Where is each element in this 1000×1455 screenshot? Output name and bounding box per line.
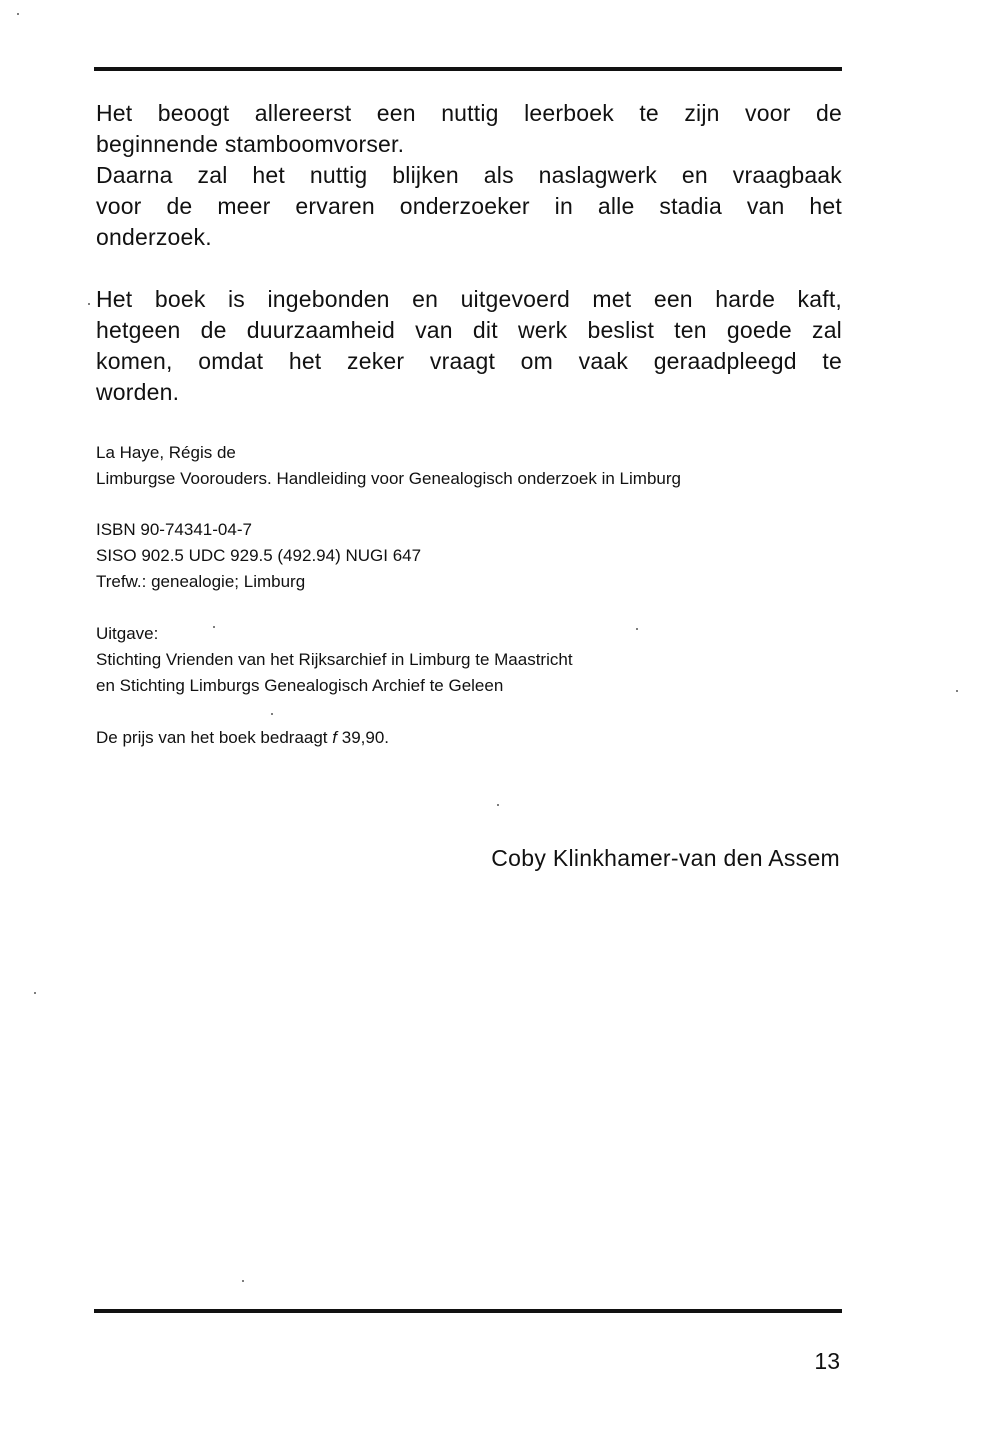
keywords: Trefw.: genealogie; Limburg xyxy=(96,572,306,591)
price-text: De prijs van het boek bedraagt xyxy=(96,728,328,747)
top-rule xyxy=(94,67,842,71)
scan-speck xyxy=(956,690,958,692)
scan-speck xyxy=(636,628,638,630)
page-number: 13 xyxy=(814,1348,840,1374)
publisher-line: en Stichting Limburgs Genealogisch Archief te Geleen xyxy=(96,676,504,695)
publisher-block xyxy=(96,621,856,699)
scan-speck xyxy=(242,1280,244,1282)
bottom-rule xyxy=(94,1309,842,1313)
paragraph-line: Het beoogt allereerst een nuttig leerboek te zijn voor de xyxy=(96,100,842,126)
price-amount: 39,90. xyxy=(341,728,390,747)
paragraph-line: worden. xyxy=(96,379,180,405)
author-signature: Coby Klinkhamer-van den Assem xyxy=(491,845,840,871)
scan-speck xyxy=(497,804,499,806)
classification: SISO 902.5 UDC 929.5 (492.94) NUGI 647 xyxy=(96,546,422,565)
intro-paragraph xyxy=(96,98,842,253)
paragraph-line: onderzoek. xyxy=(96,224,212,250)
paragraph-line: voor de meer ervaren onderzoeker in alle stadia van het xyxy=(96,193,842,219)
publisher-line: Stichting Vrienden van het Rijksarchief in Limburg te Maastricht xyxy=(96,650,573,669)
paragraph-line: Het boek is ingebonden en uitgevoerd met een harde kaft, xyxy=(96,286,842,312)
catalog-author: La Haye, Régis de xyxy=(96,443,236,462)
publisher-label: Uitgave: xyxy=(96,624,159,643)
paragraph-line: Daarna zal het nuttig blijken als naslagwerk en vraagbaak xyxy=(96,162,842,188)
paragraph-line: komen, omdat het zeker vraagt om vaak geraadpleegd te xyxy=(96,348,842,374)
binding-paragraph xyxy=(96,284,842,408)
isbn: ISBN 90-74341-04-7 xyxy=(96,520,252,539)
scan-speck xyxy=(17,13,19,15)
catalog-entry xyxy=(96,440,856,492)
identifiers-block xyxy=(96,517,856,595)
paragraph-line: beginnende stamboomvorser. xyxy=(96,131,405,157)
paragraph-line: hetgeen de duurzaamheid van dit werk beslist ten goede zal xyxy=(96,317,842,343)
currency-symbol: f xyxy=(332,728,338,747)
scan-speck xyxy=(88,303,90,305)
scan-speck xyxy=(34,992,36,994)
catalog-title: Limburgse Voorouders. Handleiding voor Genealogisch onderzoek in Limburg xyxy=(96,469,681,488)
scan-speck xyxy=(271,713,273,715)
price-line xyxy=(96,725,856,751)
scan-speck xyxy=(213,626,215,628)
